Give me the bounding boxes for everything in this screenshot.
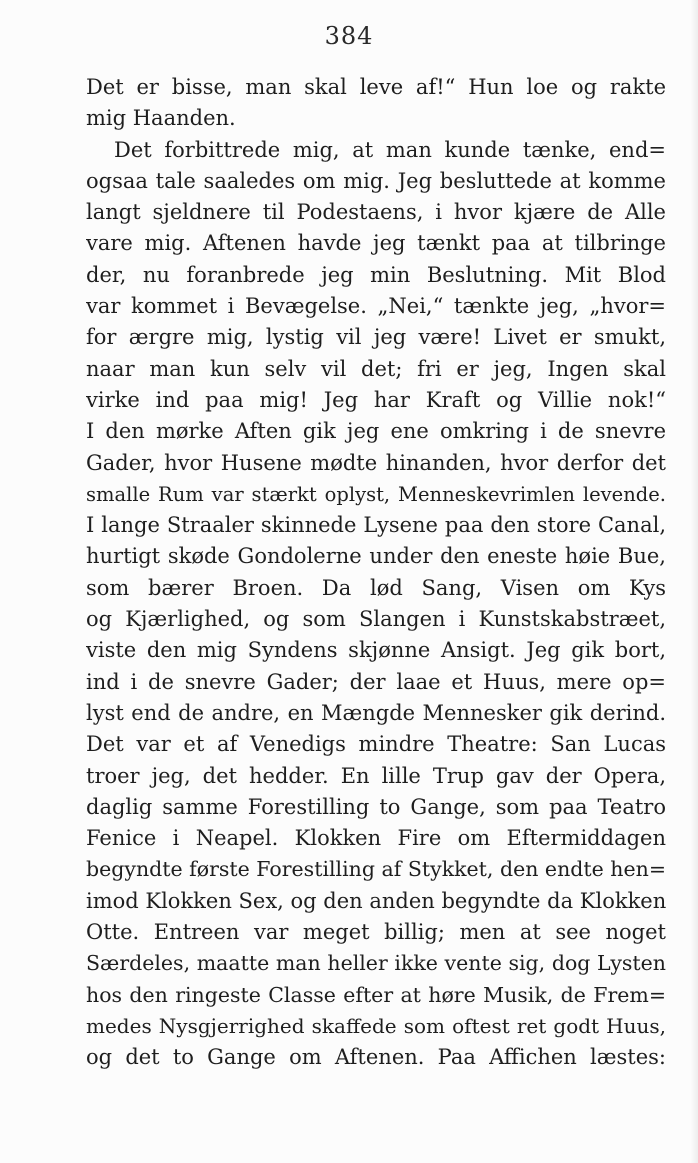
- text-line: lyst end de andre, en Mængde Mennesker gik derind.: [86, 700, 666, 725]
- page-edge-shadow: [690, 0, 698, 1163]
- text-line: troer jeg, det hedder. En lille Trup gav der Opera,: [86, 763, 666, 788]
- text-line: var kommet i Bevægelse. „Nei,“ tænkte jeg, „hvor=: [86, 294, 666, 319]
- text-line: ind i de snevre Gader; der laae et Huus, mere op=: [86, 669, 666, 694]
- text-line: der, nu foranbrede jeg min Beslutning. Mit Blod: [86, 262, 666, 287]
- text-line: Otte. Entreen var meget billig; men at see noget: [86, 920, 666, 945]
- text-line: virke ind paa mig! Jeg har Kraft og Villie nok!“: [86, 387, 666, 412]
- text-line: I den mørke Aften gik jeg ene omkring i de snevre: [86, 419, 666, 444]
- text-line: imod Klokken Sex, og den anden begyndte da Klokken: [86, 888, 666, 913]
- text-line: for ærgre mig, lystig vil jeg være! Livet er smukt,: [86, 325, 666, 350]
- text-line: smalle Rum var stærkt oplyst, Menneskevrimlen levende.: [86, 482, 666, 506]
- text-line: Det forbittrede mig, at man kunde tænke, end=: [114, 137, 666, 162]
- text-line: hos den ringeste Classe efter at høre Musik, de Frem=: [86, 982, 666, 1007]
- text-line: og det to Gange om Aftenen. Paa Affichen læstes:: [86, 1045, 666, 1070]
- text-line: Fenice i Neapel. Klokken Fire om Eftermiddagen: [86, 826, 666, 851]
- text-line: hurtigt skøde Gondolerne under den eneste høie Bue,: [86, 544, 666, 569]
- text-line: Gader, hvor Husene mødte hinanden, hvor derfor det: [86, 450, 666, 475]
- text-line: begyndte første Forestilling af Stykket, den endte hen=: [86, 857, 666, 882]
- text-line: Det er bisse, man skal leve af!“ Hun loe og rakte: [86, 75, 666, 99]
- text-line: Det var et af Venedigs mindre Theatre: San Lucas: [86, 732, 666, 757]
- text-line: som bærer Broen. Da lød Sang, Visen om Kys: [86, 575, 666, 600]
- text-line: medes Nysgjerrighed skaffede som oftest ret godt Huus,: [86, 1013, 666, 1038]
- text-line: naar man kun selv vil det; fri er jeg, Ingen skal: [86, 356, 666, 381]
- text-line: og Kjærlighed, og som Slangen i Kunstskabstræet,: [86, 607, 666, 632]
- text-line: daglig samme Forestilling to Gange, som paa Teatro: [86, 794, 666, 819]
- text-line: mig Haanden.: [86, 106, 236, 131]
- text-line: langt sjeldnere til Podestaens, i hvor kjære de Alle: [86, 200, 666, 225]
- text-line: ogsaa tale saaledes om mig. Jeg besluttede at komme: [86, 168, 666, 193]
- text-line: Særdeles, maatte man heller ikke vente sig, dog Lysten: [86, 951, 666, 976]
- body-text: [86, 72, 666, 1074]
- text-line: vare mig. Aftenen havde jeg tænkt paa at tilbringe: [86, 231, 666, 256]
- text-line: viste den mig Syndens skjønne Ansigt. Jeg gik bort,: [86, 638, 666, 663]
- page-number: 384: [324, 22, 374, 50]
- text-line: I lange Straaler skinnede Lysene paa den store Canal,: [86, 513, 666, 538]
